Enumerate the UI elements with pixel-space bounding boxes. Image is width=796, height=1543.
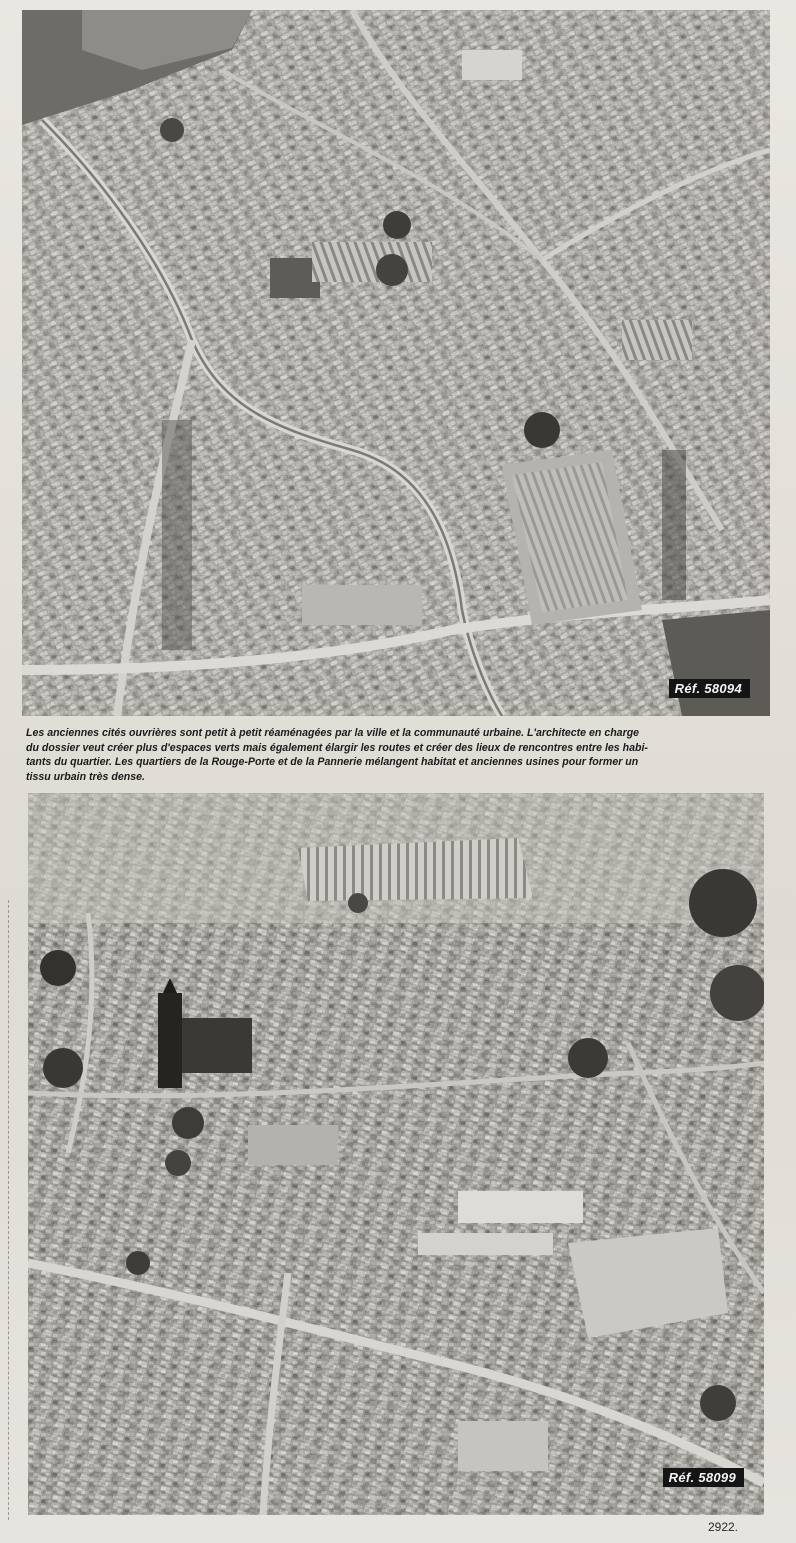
aerial-photo-top-image: [22, 10, 770, 716]
page-number: 2922.: [707, 1520, 738, 1534]
photo-reference-label: Réf. 58099: [663, 1468, 744, 1487]
photo-reference-label: Réf. 58094: [669, 679, 750, 698]
caption-line: Les anciennes cités ouvrières sont petit à petit réaménagées par la ville et la communauté urbaine. L'architecte en charge: [26, 727, 640, 739]
caption-line: tants du quartier. Les quartiers de la Rouge-Porte et de la Pannerie mélangent habitat et anciennes usines pour former un: [26, 756, 639, 768]
caption-line: du dossier veut créer plus d'espaces verts mais également élargir les routes et créer des lieux de rencontres entre les habi-: [26, 741, 648, 754]
fold-line: [8, 900, 10, 1520]
photo-caption: [26, 726, 770, 784]
aerial-photo-bottom-image: [28, 793, 764, 1515]
aerial-photo-bottom: [28, 793, 764, 1515]
aerial-photo-top: [22, 10, 770, 716]
caption-line: tissu urbain très dense.: [26, 770, 145, 783]
